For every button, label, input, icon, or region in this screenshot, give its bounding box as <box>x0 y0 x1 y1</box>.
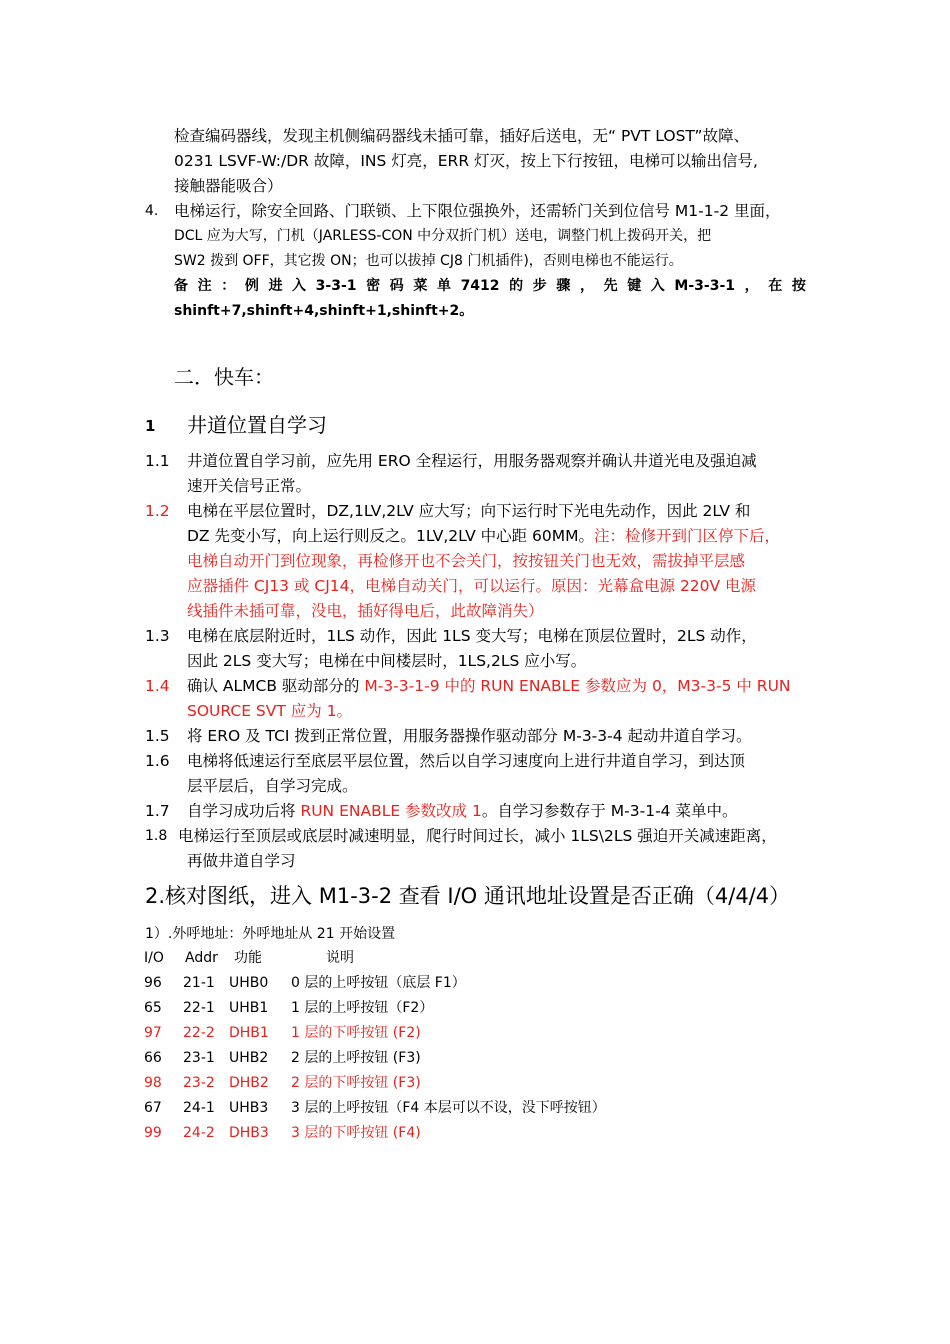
outcall-intro: 1）.外呼地址：外呼地址从 21 开始设置 <box>145 926 396 942</box>
note-word: 码 <box>389 278 404 294</box>
intro-line-2: 0231 LSVF-W:/DR 故障，INS 灯亮，ERR 灯灭，按上下行按钮，电梯可以输出信号, <box>174 152 758 170</box>
step-number: 1.2 <box>145 502 170 520</box>
cell-io: 96 <box>144 975 162 991</box>
item4-number: 4. <box>145 203 159 219</box>
cell-func: UHB3 <box>229 1100 269 1116</box>
cell-addr: 23-1 <box>183 1050 215 1066</box>
cell-io: 66 <box>144 1050 162 1066</box>
table-row <box>144 1121 704 1146</box>
step-number: 1.7 <box>145 802 170 820</box>
cell-io: 65 <box>144 1000 162 1016</box>
step-1-7-line-1 <box>187 799 737 824</box>
step-1-2-line-3: 电梯自动开门到位现象，再检修开也不会关门，按按钮关门也无效，需拔掉平层感 <box>187 552 746 570</box>
item4-note-line-2: shinft+7,shinft+4,shinft+1,shinft+2。 <box>174 303 474 319</box>
subsection-title: 井道位置自学习 <box>187 413 327 437</box>
table-row <box>144 1021 704 1046</box>
step-number: 1.5 <box>145 727 170 745</box>
table-row <box>144 1096 704 1121</box>
note-word: 入 <box>292 278 307 294</box>
table-row <box>144 971 704 996</box>
subsection-number: 1 <box>145 417 156 435</box>
cell-func: UHB0 <box>229 975 269 991</box>
item4-note-line-1 <box>174 274 806 299</box>
note-word: M-3-3-1 <box>674 278 735 294</box>
step-1-2-line-4: 应器插件 CJ13 或 CJ14，电梯自动关门，可以运行。原因：光幕盒电源 220V 电源 <box>187 577 757 595</box>
step-1-4-line-1-text: 确认 ALMCB 驱动部分的 <box>187 677 365 695</box>
note-word: 按 <box>791 278 806 294</box>
step-1-2-line-1: 电梯在平层位置时，DZ,1LV,2LV 应大写；向下运行时下光电先动作，因此 2LV 和 <box>187 502 751 520</box>
note-word: 例 <box>244 278 259 294</box>
cell-desc: 3 层的上呼按钮（F4 本层可以不设，没下呼按钮） <box>291 1100 606 1116</box>
step-1-3-line-1: 电梯在底层附近时，1LS 动作，因此 1LS 变大写；电梯在顶层位置时，2LS 动作， <box>187 627 757 645</box>
table-row <box>144 1071 704 1096</box>
cell-addr: 24-1 <box>183 1100 215 1116</box>
cell-func: DHB2 <box>229 1075 269 1091</box>
step-1-8-line-1: 电梯运行至顶层或底层时减速明显，爬行时间过长，减小 1LS\2LS 强迫开关减速距离， <box>178 827 777 845</box>
cell-func: DHB3 <box>229 1125 269 1141</box>
note-word: ， <box>744 278 759 294</box>
step-1-3-line-2: 因此 2LS 变大写；电梯在中间楼层时，1LS,2LS 应小写。 <box>187 652 587 670</box>
note-word: 密 <box>366 278 381 294</box>
note-word: 备 <box>174 278 188 294</box>
step-1-4-line-2: SOURCE SVT 应为 1。 <box>187 702 353 720</box>
step-1-8-line-2: 再做井道自学习 <box>187 852 296 870</box>
step-1-7-text-c: 。自学习参数存于 M-3-1-4 菜单中。 <box>481 802 738 820</box>
step-1-1-line-1: 井道位置自学习前，应先用 ERO 全程运行，用服务器观察并确认井道光电及强迫减 <box>187 452 757 470</box>
step-1-7-text-a: 自学习成功后将 <box>187 802 301 820</box>
cell-addr: 22-2 <box>183 1025 215 1041</box>
cell-io: 97 <box>144 1025 162 1041</box>
step-1-2-line-2 <box>187 524 780 549</box>
intro-line-3: 接触器能吸合） <box>174 177 283 195</box>
note-word: 进 <box>268 278 283 294</box>
note-word: 单 <box>436 278 451 294</box>
section-heading: 二．快车： <box>174 365 274 389</box>
note-word: 菜 <box>413 278 428 294</box>
note-word: 3-3-1 <box>315 278 357 294</box>
cell-io: 67 <box>144 1100 162 1116</box>
step-number: 1.4 <box>145 677 170 695</box>
note-word: 7412 <box>460 278 500 294</box>
step-1-5-line-1: 将 ERO 及 TCI 拨到正常位置，用服务器操作驱动部分 M-3-3-4 起动井道自学习。 <box>187 727 752 745</box>
cell-io: 99 <box>144 1125 162 1141</box>
note-word: 入 <box>650 278 665 294</box>
cell-addr: 23-2 <box>183 1075 215 1091</box>
io-table-header <box>144 946 704 971</box>
cell-addr: 22-1 <box>183 1000 215 1016</box>
header-func: 功能 <box>234 950 262 966</box>
cell-func: UHB2 <box>229 1050 269 1066</box>
cell-desc: 0 层的上呼按钮（底层 F1） <box>291 975 466 991</box>
note-word: ， <box>579 278 594 294</box>
cell-func: UHB1 <box>229 1000 269 1016</box>
item4-line-3: SW2 拨到 OFF，其它拨 ON；也可以拔掉 CJ8 门机插件)，否则电梯也不能运行。 <box>174 253 683 269</box>
step-number: 1.8 <box>145 828 168 844</box>
table-row <box>144 1046 704 1071</box>
step-number: 1.1 <box>145 452 170 470</box>
cell-desc: 2 层的下呼按钮 (F3) <box>291 1075 421 1091</box>
step-1-6-line-2: 层平层后，自学习完成。 <box>187 777 358 795</box>
intro-line-1: 检查编码器线，发现主机侧编码器线未插可靠，插好后送电，无“ PVT LOST”故障、 <box>174 127 750 145</box>
cell-addr: 21-1 <box>183 975 215 991</box>
step-1-2-line-5: 线插件未插可靠，没电，插好得电后，此故障消失） <box>187 602 544 620</box>
item4-line-2: DCL 应为大写，门机（JARLESS-CON 中分双折门机）送电，调整门机上拨码开关，把 <box>174 228 712 244</box>
note-word: 步 <box>532 278 547 294</box>
step-1-6-line-1: 电梯将低速运行至底层平层位置，然后以自学习速度向上进行井道自学习，到达顶 <box>187 752 746 770</box>
note-word: 注 <box>197 278 212 294</box>
step-1-7-highlight: RUN ENABLE 参数改成 1 <box>300 802 482 820</box>
cell-desc: 2 层的上呼按钮 (F3) <box>291 1050 421 1066</box>
io-check-heading: 2.核对图纸，进入 M1-3-2 查看 I/O 通讯地址设置是否正确（4/4/4） <box>145 884 791 908</box>
cell-io: 98 <box>144 1075 162 1091</box>
note-word: 的 <box>509 278 524 294</box>
note-word: 骤 <box>556 278 571 294</box>
step-1-2-note: 注：检修开到门区停下后， <box>594 527 781 545</box>
cell-func: DHB1 <box>229 1025 269 1041</box>
step-1-1-line-2: 速开关信号正常。 <box>187 477 312 495</box>
cell-addr: 24-2 <box>183 1125 215 1141</box>
table-row <box>144 996 704 1021</box>
header-io: I/O <box>144 950 164 966</box>
item4-line-1: 电梯运行，除安全回路、门联锁、上下限位强换外，还需轿门关到位信号 M1-1-2 里面， <box>174 202 781 220</box>
note-word: 在 <box>768 278 783 294</box>
note-word: 先 <box>603 278 618 294</box>
header-desc: 说明 <box>326 950 354 966</box>
note-word: ： <box>221 278 236 294</box>
step-1-4-line-1 <box>187 674 791 699</box>
step-number: 1.6 <box>145 752 170 770</box>
cell-desc: 1 层的上呼按钮（F2） <box>291 1000 434 1016</box>
step-number: 1.3 <box>145 627 170 645</box>
step-1-4-highlight: M-3-3-1-9 中的 RUN ENABLE 参数应为 0，M3-3-5 中 RUN <box>364 677 791 695</box>
note-word: 键 <box>627 278 642 294</box>
step-1-2-line-2-text: DZ 先变小写，向上运行则反之。1LV,2LV 中心距 60MM。 <box>187 527 595 545</box>
cell-desc: 1 层的下呼按钮 (F2) <box>291 1025 421 1041</box>
cell-desc: 3 层的下呼按钮 (F4) <box>291 1125 421 1141</box>
header-addr: Addr <box>185 950 218 966</box>
